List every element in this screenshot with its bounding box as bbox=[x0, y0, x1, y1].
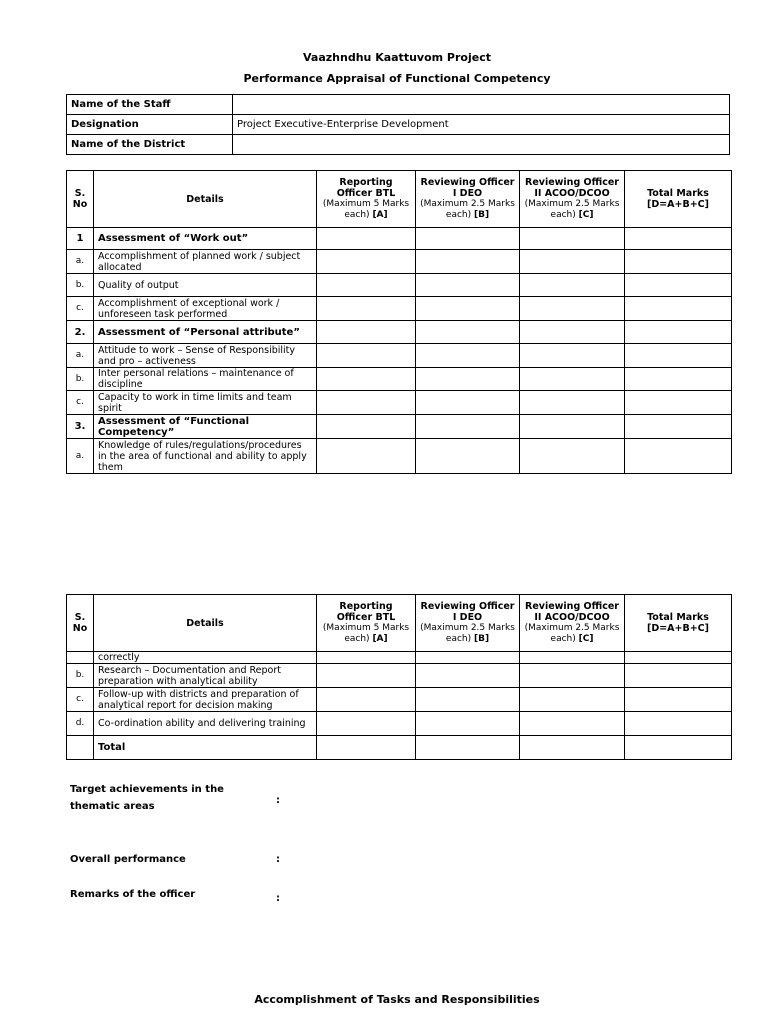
staff-info-table bbox=[66, 94, 730, 155]
total-mark-cell bbox=[625, 250, 732, 274]
header-row bbox=[67, 171, 732, 228]
reviewing-1-mark-cell bbox=[416, 297, 520, 321]
reviewing-1-mark-cell bbox=[416, 368, 520, 391]
reporting-mark-cell bbox=[317, 250, 416, 274]
row-sno bbox=[67, 652, 94, 664]
row-details: Co-ordination ability and delivering training bbox=[94, 712, 317, 736]
table-row bbox=[67, 712, 732, 736]
row-sno: c. bbox=[67, 391, 94, 415]
section-heading: Accomplishment of Tasks and Responsibilities bbox=[254, 993, 540, 1006]
total-mark-cell bbox=[625, 297, 732, 321]
remarks-colon: : bbox=[276, 893, 280, 904]
col-sub: (Maximum 5 Marks each) bbox=[322, 199, 410, 220]
row-sno: a. bbox=[67, 250, 94, 274]
reviewing-2-mark-cell bbox=[520, 664, 625, 688]
total-mark-cell bbox=[625, 228, 732, 250]
col-reporting bbox=[317, 595, 416, 652]
col-tag: [C] bbox=[578, 634, 594, 644]
reviewing-2-mark-cell bbox=[520, 228, 625, 250]
target-achievements-colon: : bbox=[276, 795, 280, 806]
col-sub: (Maximum 2.5 Marks each) bbox=[420, 623, 515, 644]
reviewing-1-mark-cell bbox=[416, 736, 520, 760]
col-total: Total Marks [D=A+B+C] bbox=[625, 595, 732, 652]
row-sno: d. bbox=[67, 712, 94, 736]
col-reviewing-2 bbox=[520, 171, 625, 228]
row-details: Knowledge of rules/regulations/procedures in the area of functional and ability to apply them bbox=[94, 439, 317, 474]
reviewing-1-mark-cell bbox=[416, 274, 520, 297]
col-title: Reviewing Officer I DEO bbox=[420, 177, 515, 199]
table-row bbox=[67, 368, 732, 391]
reporting-mark-cell bbox=[317, 439, 416, 474]
table-row bbox=[67, 391, 732, 415]
reporting-mark-cell bbox=[317, 391, 416, 415]
row-sno: a. bbox=[67, 439, 94, 474]
reviewing-1-mark-cell bbox=[416, 250, 520, 274]
row-details: Follow-up with districts and preparation of analytical report for decision making bbox=[94, 688, 317, 712]
info-label: Name of the Staff bbox=[67, 95, 233, 115]
info-row-district bbox=[67, 135, 730, 155]
reviewing-2-mark-cell bbox=[520, 297, 625, 321]
col-title: Reporting Officer BTL bbox=[336, 601, 396, 623]
total-mark-cell bbox=[625, 344, 732, 368]
total-mark-cell bbox=[625, 688, 732, 712]
total-mark-cell bbox=[625, 712, 732, 736]
row-sno bbox=[67, 736, 94, 760]
reviewing-2-mark-cell bbox=[520, 415, 625, 439]
section-row bbox=[67, 736, 732, 760]
col-tag: [A] bbox=[372, 634, 388, 644]
row-sno: c. bbox=[67, 688, 94, 712]
reviewing-2-mark-cell bbox=[520, 368, 625, 391]
reporting-mark-cell bbox=[317, 664, 416, 688]
col-tag: [B] bbox=[474, 634, 490, 644]
row-details: Assessment of “Functional Competency” bbox=[94, 415, 317, 439]
total-mark-cell bbox=[625, 274, 732, 297]
reviewing-1-mark-cell bbox=[416, 344, 520, 368]
col-sub: (Maximum 2.5 Marks each) bbox=[524, 199, 620, 220]
reviewing-1-mark-cell bbox=[416, 664, 520, 688]
reviewing-1-mark-cell bbox=[416, 439, 520, 474]
col-tag: [B] bbox=[474, 210, 490, 220]
info-value: Project Executive-Enterprise Development bbox=[233, 115, 730, 135]
row-details: Capacity to work in time limits and team spirit bbox=[94, 391, 317, 415]
row-sno: b. bbox=[67, 274, 94, 297]
col-title: Reporting Officer BTL bbox=[336, 177, 396, 199]
table-row bbox=[67, 344, 732, 368]
col-details: Details bbox=[94, 171, 317, 228]
reporting-mark-cell bbox=[317, 344, 416, 368]
table-row bbox=[67, 664, 732, 688]
col-tag: [C] bbox=[578, 210, 594, 220]
appraisal-table-1 bbox=[66, 170, 732, 474]
reviewing-1-mark-cell bbox=[416, 415, 520, 439]
reporting-mark-cell bbox=[317, 297, 416, 321]
total-mark-cell bbox=[625, 415, 732, 439]
reporting-mark-cell bbox=[317, 652, 416, 664]
col-sno: S. No bbox=[67, 595, 94, 652]
row-details: Assessment of “Personal attribute” bbox=[94, 321, 317, 344]
row-details: Inter personal relations – maintenance of discipline bbox=[94, 368, 317, 391]
header-row bbox=[67, 595, 732, 652]
col-total: Total Marks [D=A+B+C] bbox=[625, 171, 732, 228]
appraisal-table-2 bbox=[66, 594, 732, 760]
info-row-staff bbox=[67, 95, 730, 115]
info-value bbox=[233, 135, 730, 155]
reviewing-2-mark-cell bbox=[520, 736, 625, 760]
col-reviewing-1 bbox=[416, 595, 520, 652]
reviewing-2-mark-cell bbox=[520, 439, 625, 474]
section-row bbox=[67, 415, 732, 439]
reporting-mark-cell bbox=[317, 415, 416, 439]
col-sub: (Maximum 5 Marks each) bbox=[322, 623, 410, 644]
reviewing-2-mark-cell bbox=[520, 321, 625, 344]
reviewing-2-mark-cell bbox=[520, 652, 625, 664]
reviewing-2-mark-cell bbox=[520, 250, 625, 274]
overall-performance-label: Overall performance bbox=[70, 854, 186, 865]
col-tag: [A] bbox=[372, 210, 388, 220]
total-mark-cell bbox=[625, 368, 732, 391]
table-row bbox=[67, 297, 732, 321]
col-details: Details bbox=[94, 595, 317, 652]
col-sub: (Maximum 2.5 Marks each) bbox=[420, 199, 515, 220]
section-row bbox=[67, 228, 732, 250]
row-sno: b. bbox=[67, 664, 94, 688]
col-reporting bbox=[317, 171, 416, 228]
row-details: Accomplishment of exceptional work / unforeseen task performed bbox=[94, 297, 317, 321]
overall-performance-colon: : bbox=[276, 854, 280, 865]
remarks-label: Remarks of the officer bbox=[70, 889, 196, 900]
row-sno: 2. bbox=[67, 321, 94, 344]
table-row bbox=[67, 274, 732, 297]
table-row bbox=[67, 652, 732, 664]
info-value bbox=[233, 95, 730, 115]
form-title: Performance Appraisal of Functional Competency bbox=[243, 72, 551, 85]
reporting-mark-cell bbox=[317, 688, 416, 712]
info-label: Designation bbox=[67, 115, 233, 135]
row-details: Total bbox=[94, 736, 317, 760]
target-achievements-label: Target achievements in the thematic areas bbox=[70, 784, 224, 812]
row-details: Quality of output bbox=[94, 274, 317, 297]
reviewing-1-mark-cell bbox=[416, 321, 520, 344]
info-row-designation bbox=[67, 115, 730, 135]
project-title: Vaazhndhu Kaattuvom Project bbox=[303, 51, 491, 64]
row-sno: 3. bbox=[67, 415, 94, 439]
row-details: Attitude to work – Sense of Responsibility and pro – activeness bbox=[94, 344, 317, 368]
reviewing-2-mark-cell bbox=[520, 688, 625, 712]
row-details: Accomplishment of planned work / subject allocated bbox=[94, 250, 317, 274]
col-reviewing-2 bbox=[520, 595, 625, 652]
col-title: Reviewing Officer II ACOO/DCOO bbox=[525, 601, 619, 623]
reviewing-1-mark-cell bbox=[416, 712, 520, 736]
total-mark-cell bbox=[625, 652, 732, 664]
total-mark-cell bbox=[625, 736, 732, 760]
total-mark-cell bbox=[625, 391, 732, 415]
total-mark-cell bbox=[625, 321, 732, 344]
col-sno: S. No bbox=[67, 171, 94, 228]
reporting-mark-cell bbox=[317, 368, 416, 391]
table-row bbox=[67, 250, 732, 274]
reporting-mark-cell bbox=[317, 712, 416, 736]
reviewing-1-mark-cell bbox=[416, 688, 520, 712]
row-sno: b. bbox=[67, 368, 94, 391]
table-row bbox=[67, 439, 732, 474]
row-sno: a. bbox=[67, 344, 94, 368]
reporting-mark-cell bbox=[317, 228, 416, 250]
col-reviewing-1 bbox=[416, 171, 520, 228]
row-details: Research – Documentation and Report preparation with analytical ability bbox=[94, 664, 317, 688]
info-label: Name of the District bbox=[67, 135, 233, 155]
row-details: Assessment of “Work out” bbox=[94, 228, 317, 250]
col-title: Reviewing Officer I DEO bbox=[420, 601, 515, 623]
reporting-mark-cell bbox=[317, 736, 416, 760]
col-title: Reviewing Officer II ACOO/DCOO bbox=[525, 177, 619, 199]
reviewing-2-mark-cell bbox=[520, 274, 625, 297]
reviewing-1-mark-cell bbox=[416, 391, 520, 415]
reviewing-2-mark-cell bbox=[520, 344, 625, 368]
reviewing-1-mark-cell bbox=[416, 652, 520, 664]
reviewing-2-mark-cell bbox=[520, 391, 625, 415]
reviewing-2-mark-cell bbox=[520, 712, 625, 736]
table-row bbox=[67, 688, 732, 712]
col-sub: (Maximum 2.5 Marks each) bbox=[524, 623, 620, 644]
total-mark-cell bbox=[625, 664, 732, 688]
reviewing-1-mark-cell bbox=[416, 228, 520, 250]
row-sno: c. bbox=[67, 297, 94, 321]
row-sno: 1 bbox=[67, 228, 94, 250]
reporting-mark-cell bbox=[317, 321, 416, 344]
total-mark-cell bbox=[625, 439, 732, 474]
section-row bbox=[67, 321, 732, 344]
row-details: correctly bbox=[94, 652, 317, 664]
reporting-mark-cell bbox=[317, 274, 416, 297]
